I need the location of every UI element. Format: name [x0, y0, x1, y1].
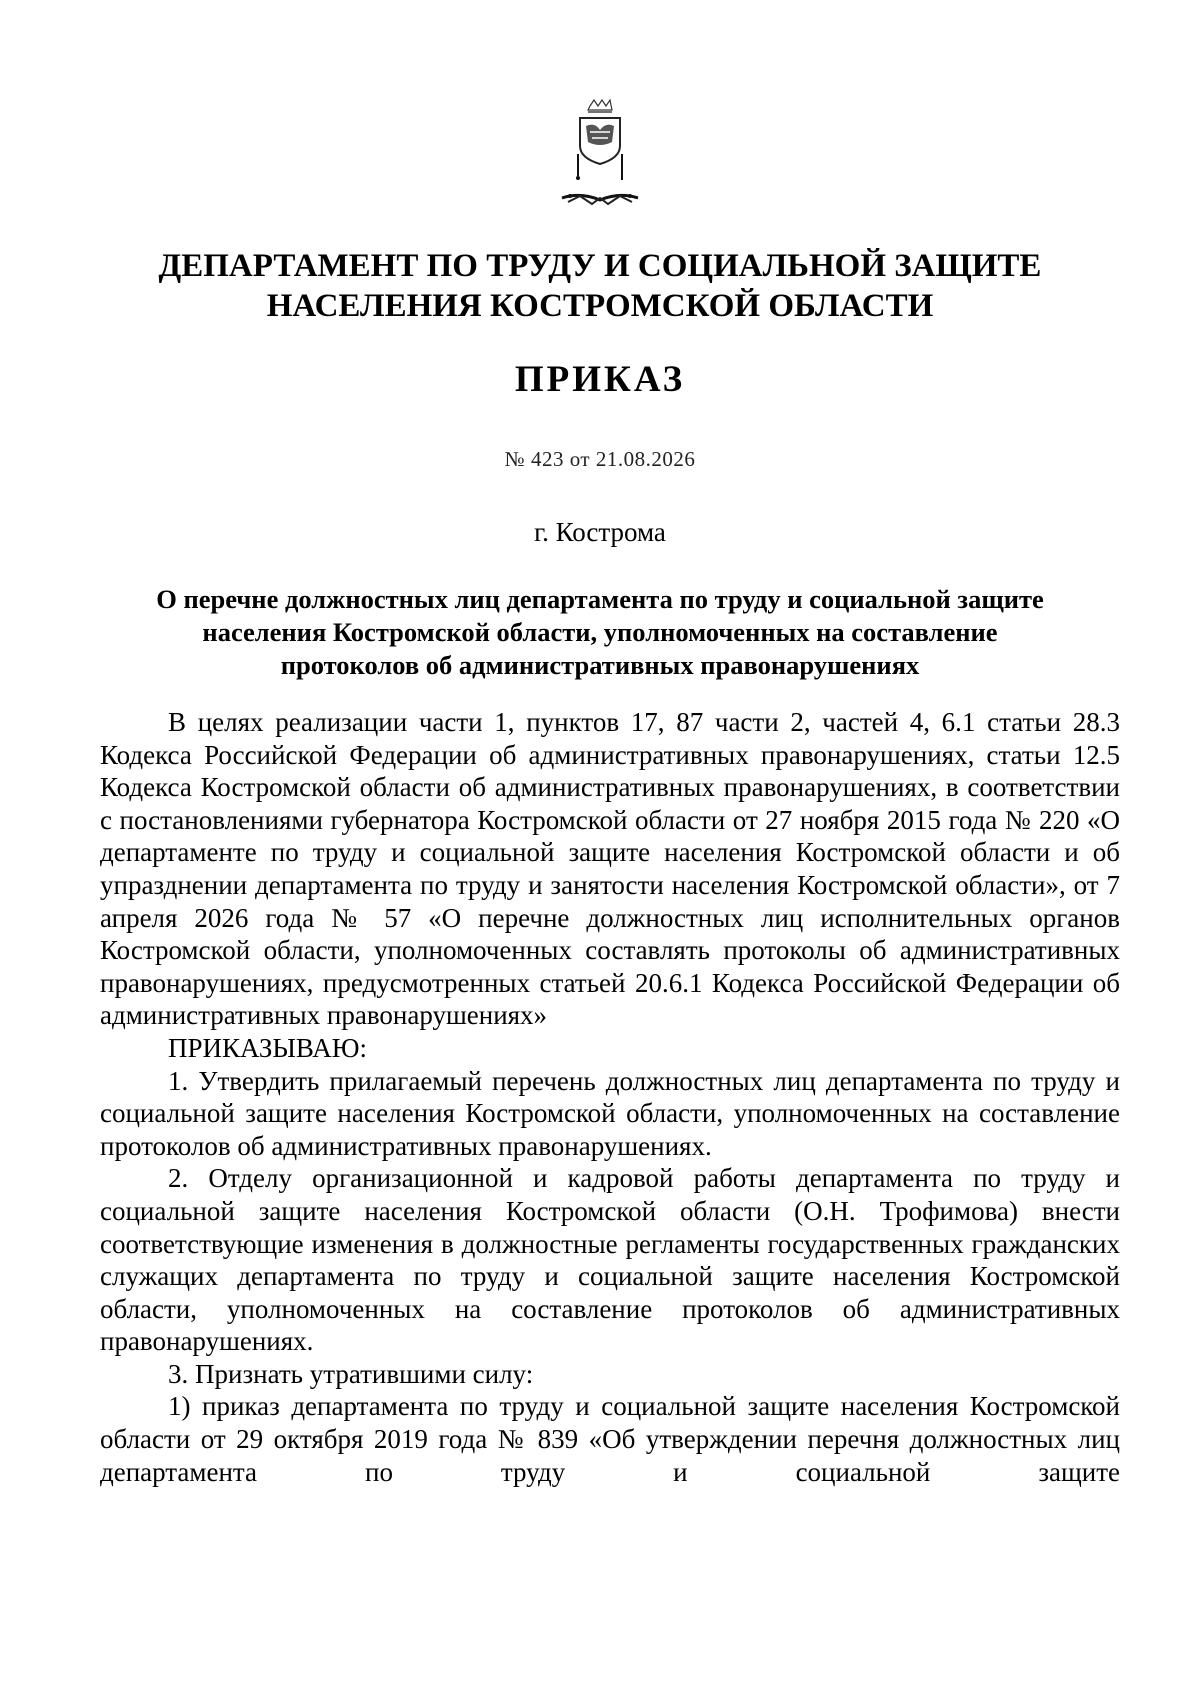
order-item-2: 2. Отделу организационной и кадровой работы департамента по труду и социальной защите населения Костромской области (О.Н. Трофимова) внести соответствующие изменения в должностные регламенты государственных гражданских служащих департамента по труду и социальной защите населения Костромской области, уполномоченных на составление протоколов об административных правонарушениях. [100, 1163, 1120, 1357]
order-item-3: 3. Признать утратившими силу: [168, 1358, 534, 1389]
coat-of-arms-icon [540, 98, 660, 223]
order-subject-line-3: протоколов об административных правонарушениях [280, 650, 920, 680]
order-item-3-subitem-1: 1) приказ департамента по труду и социальной защите населения Костромской области от 29 октября 2019 года № 839 «Об утверждении перечня должностных лиц департамента по труду и социальной защите [100, 1391, 1120, 1487]
order-number-date: № 423 от 21.08.2026 [504, 447, 696, 471]
order-subject [100, 583, 1100, 682]
order-item-1: 1. Утвердить прилагаемый перечень должностных лиц департамента по труду и социальной защите населения Костромской области, уполномоченных на составление протоколов об административных правонарушениях. [100, 1065, 1120, 1161]
document-type-title: ПРИКАЗ [514, 359, 686, 400]
order-directive: ПРИКАЗЫВАЮ: [168, 1032, 367, 1063]
city-line: г. Кострома [534, 517, 666, 547]
department-name-line-2: НАСЕЛЕНИЯ КОСТРОМСКОЙ ОБЛАСТИ [266, 288, 934, 324]
order-subject-line-1: О перечне должностных лиц департамента по труду и социальной защите [156, 584, 1044, 614]
order-body [100, 706, 1120, 1488]
department-name-line-1: ДЕПАРТАМЕНТ ПО ТРУДУ И СОЦИАЛЬНОЙ ЗАЩИТЕ [158, 248, 1042, 284]
order-subject-line-2: населения Костромской области, уполномоченных на составление [202, 617, 998, 647]
preamble-paragraph: В целях реализации части 1, пунктов 17, 87 части 2, частей 4, 6.1 статьи 28.3 Кодекса Российской Федерации об административных правонарушениях, статьи 12.5 Кодекса Костромской области об административных правонарушениях, в соответствии с постановлениями губернатора Костромской области от 27 ноября 2015 года № 220 «О департаменте по труду и социальной защите населения Костромской области и об упразднении департамента по труду и занятости населения Костромской области», от 7 апреля 2026 года № 57 «О перечне должностных лиц исполнительных органов Костромской области, уполномоченных составлять протоколы об административных правонарушениях, предусмотренных статьей 20.6.1 Кодекса Российской Федерации об административных правонарушениях» [100, 707, 1120, 1031]
